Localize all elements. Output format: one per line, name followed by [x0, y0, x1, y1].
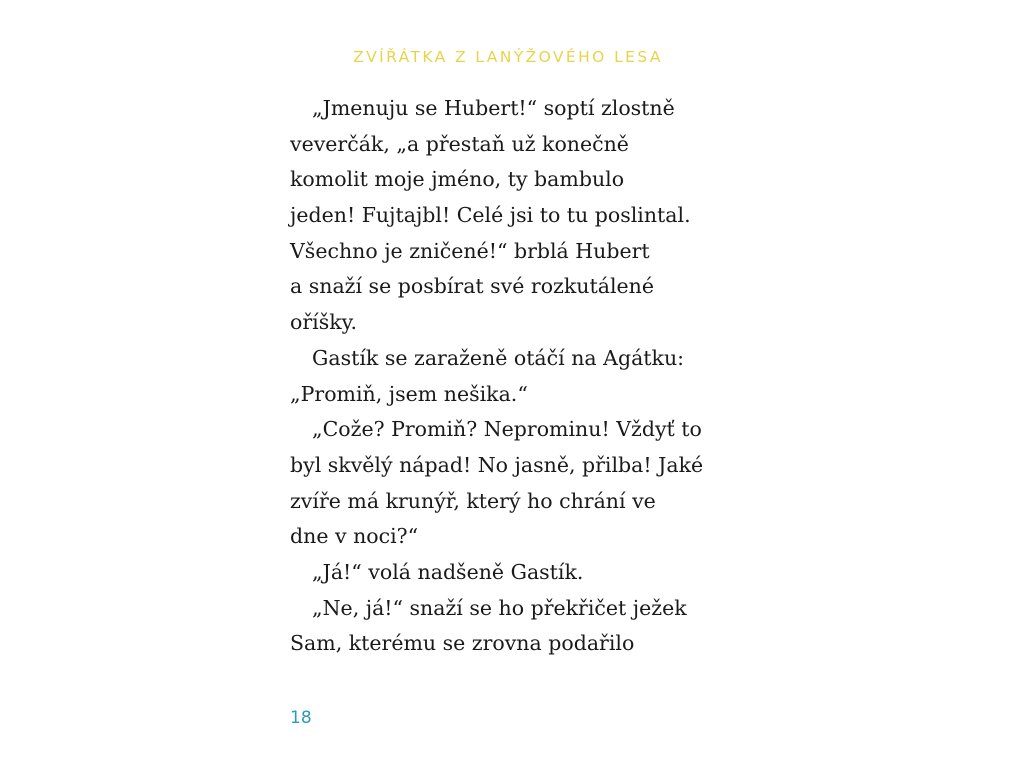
text-line: „Já!“ volá nadšeně Gastík.	[312, 559, 584, 584]
text-line: zvíře má krunýř, který ho chrání ve	[290, 488, 656, 513]
text-line: a snaží se posbírat své rozkutálené	[290, 274, 654, 299]
text-line: „Ne, já!“ snaží se ho překřičet ježek	[312, 595, 687, 620]
text-line: komolit moje jméno, ty bambulo	[290, 167, 625, 192]
text-line: „Jmenuju se Hubert!“ soptí zlostně	[312, 96, 675, 120]
body-text	[290, 91, 740, 662]
running-head: ZVÍŘÁTKA Z LANÝŽOVÉHO LESA	[353, 48, 663, 66]
text-line: oříšky.	[290, 310, 358, 335]
text-line: byl skvělý nápad! No jasně, přilba! Jaké	[290, 452, 704, 477]
text-line: Všechno je zničené!“ brblá Hubert	[290, 238, 650, 263]
text-line: veverčák, „a přestaň už konečně	[290, 131, 629, 156]
page-number: 18	[290, 708, 312, 728]
text-line: Sam, kterému se zrovna podařilo	[290, 631, 635, 656]
text-line: „Promiň, jsem nešika.“	[290, 381, 528, 406]
text-line: dne v noci?“	[290, 524, 419, 549]
text-line: jeden! Fujtajbl! Celé jsi to tu poslintal.	[290, 203, 691, 228]
text-line: „Cože? Promiň? Neprominu! Vždyť to	[312, 417, 702, 442]
text-line: Gastík se zaraženě otáčí na Agátku:	[312, 345, 685, 370]
